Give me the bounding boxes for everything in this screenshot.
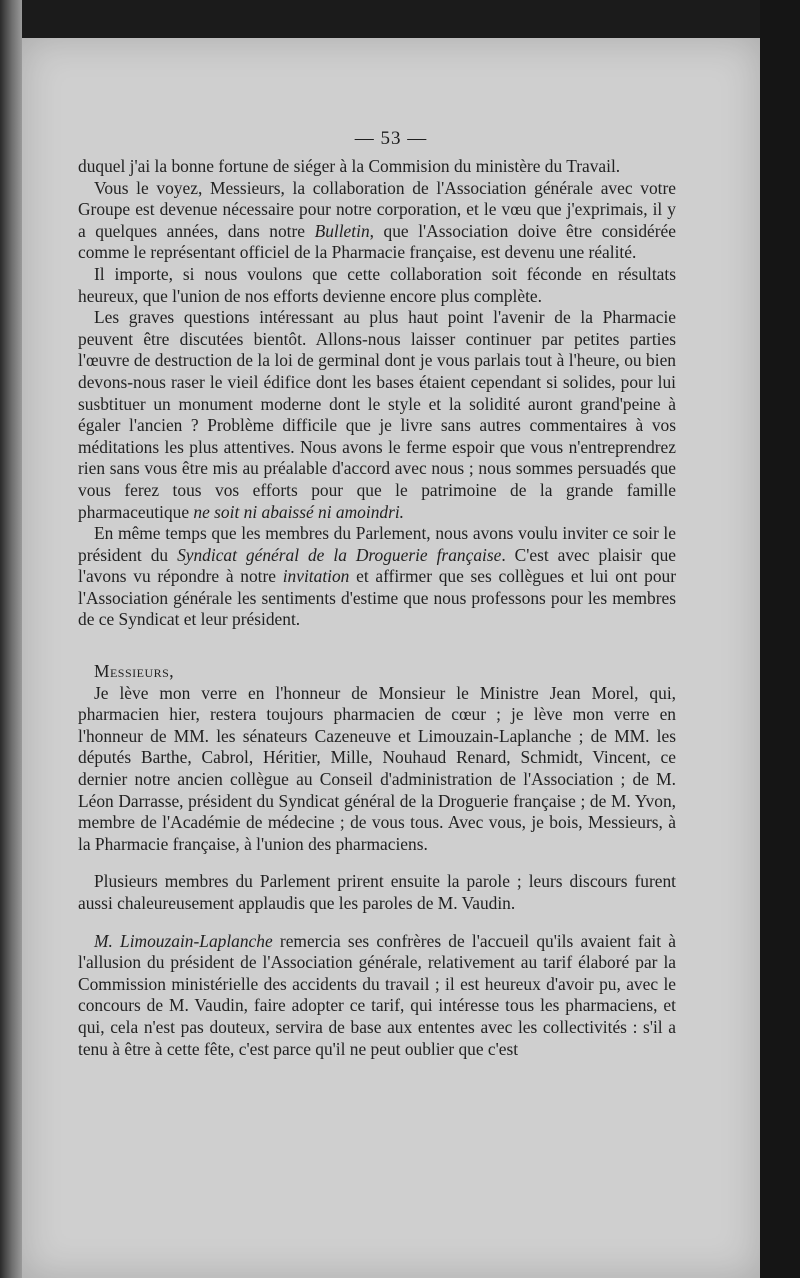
paragraph-4-italic: ne soit ni abaissé ni amoindri. — [193, 501, 405, 522]
scan-background — [760, 0, 800, 1278]
paragraph-5-part-c: et affirmer que ses collègues et lui ont pour l'Association générale les sentiments d'estime que nous professons pour les membres de ce Syndicat et leur président. — [78, 566, 676, 630]
paragraph-toast: Je lève mon verre en l'honneur de Monsieur le Ministre Jean Morel, qui, pharmacien hier, restera toujours pharmacien de cœur ; je lève mon verre en l'honneur de MM. les sénateurs Cazeneuve et Limouzain-Laplanche ; de MM. les députés Barthe, Cabrol, Héritier, Mille, Nouhaud Renard, Schmidt, Vincent, ce dernier notre ancien collègue au Conseil d'administration de l'Association ; de M. Léon Darrasse, président du Syndicat général de la Droguerie française ; de M. Yvon, membre de l'Académie de médecine ; de vous tous. Avec vous, je bois, Messieurs, à la Pharmacie française, à l'union des pharmaciens. — [78, 682, 676, 854]
speaker-name: M. Limouzain-Laplanche — [94, 930, 273, 951]
bulletin-title: Bulletin — [314, 220, 370, 241]
syndicat-name: Syndicat général de la Droguerie française — [177, 544, 502, 565]
paragraph-8-text: remercia ses confrères de l'accueil qu'ils avaient fait à l'allusion du président de l'Association générale, relativement au tarif élaboré par la Commission ministérielle des accidents du travail ; il est heureux d'avoir pu, avec le concours de M. Vaudin, faire adopter ce tarif, qui intéresse tous les pharmaciens, et qui, cela n'est pas douteux, servira de base aux ententes avec les collectivités : s'il a tenu à être à cette fête, c'est parce qu'il ne peut oublier que c'est — [78, 930, 676, 1059]
paragraph-3: Il importe, si nous voulons que cette collaboration soit féconde en résultats heureux, que l'union de nos efforts devienne encore plus complète. — [78, 263, 676, 306]
paragraph-2 — [78, 178, 676, 264]
paragraph-7: Plusieurs membres du Parlement prirent ensuite la parole ; leurs discours furent aussi chaleureusement applaudis que les paroles de M. Vaudin. — [78, 871, 676, 913]
book-binding-edge — [0, 0, 22, 1278]
page-body — [78, 156, 676, 1060]
spacer — [78, 915, 676, 931]
paragraph-4-part-a: Les graves questions intéressant au plus haut point l'avenir de la Pharmacie peuvent être discutées bientôt. Allons-nous laisser continuer par petites parties l'œuvre de destruction de la loi de germinal dont je vous parlais tout à l'heure, ou bien devons-nous raser le vieil édifice dont les bases étaient cependant si solides, pour lui susbtituer un monument moderne dont le style et la solidité auront grand'peine à égaler l'ancien ? Problème difficile que je livre sans autres commentaires à vos méditations les plus attentives. Nous avons le ferme espoir que vous n'entreprendrez rien sans vous être mis au préalable d'accord avec nous ; nous sommes persuadés que vous ferez tous vos efforts pour que le patrimoine de la grande famille pharmaceutique — [78, 307, 676, 522]
page-number: — 53 — — [354, 128, 428, 149]
book-page — [22, 38, 760, 1278]
salutation: Messieurs, — [94, 661, 175, 682]
paragraph-8 — [78, 931, 676, 1061]
paragraph-2-part-a: Vous le voyez, Messieurs, la collaboration de l'Association générale avec votre Groupe est devenue nécessaire pour notre corporation, et le vœu que j'exprimais, il y a quelques années, dans notre — [78, 177, 676, 241]
paragraph-5-part-a: En même temps que les membres du Parlement, nous avons voulu inviter ce soir le président du — [78, 523, 676, 565]
paragraph-4 — [78, 307, 676, 523]
paragraph-5-part-b: . C'est avec plaisir que l'avons vu répondre à notre — [78, 544, 676, 587]
paragraph-5 — [78, 523, 676, 631]
spacer — [78, 631, 676, 661]
spacer — [78, 855, 676, 871]
paragraph-1: duquel j'ai la bonne fortune de siéger à la Commision du ministère du Travail. — [78, 156, 621, 176]
paragraph-2-part-b: , que l'Association doive être considérée comme le représentant officiel de la Pharmacie française, est devenu une réalité. — [78, 220, 676, 263]
invitation-word: invitation — [282, 566, 350, 587]
